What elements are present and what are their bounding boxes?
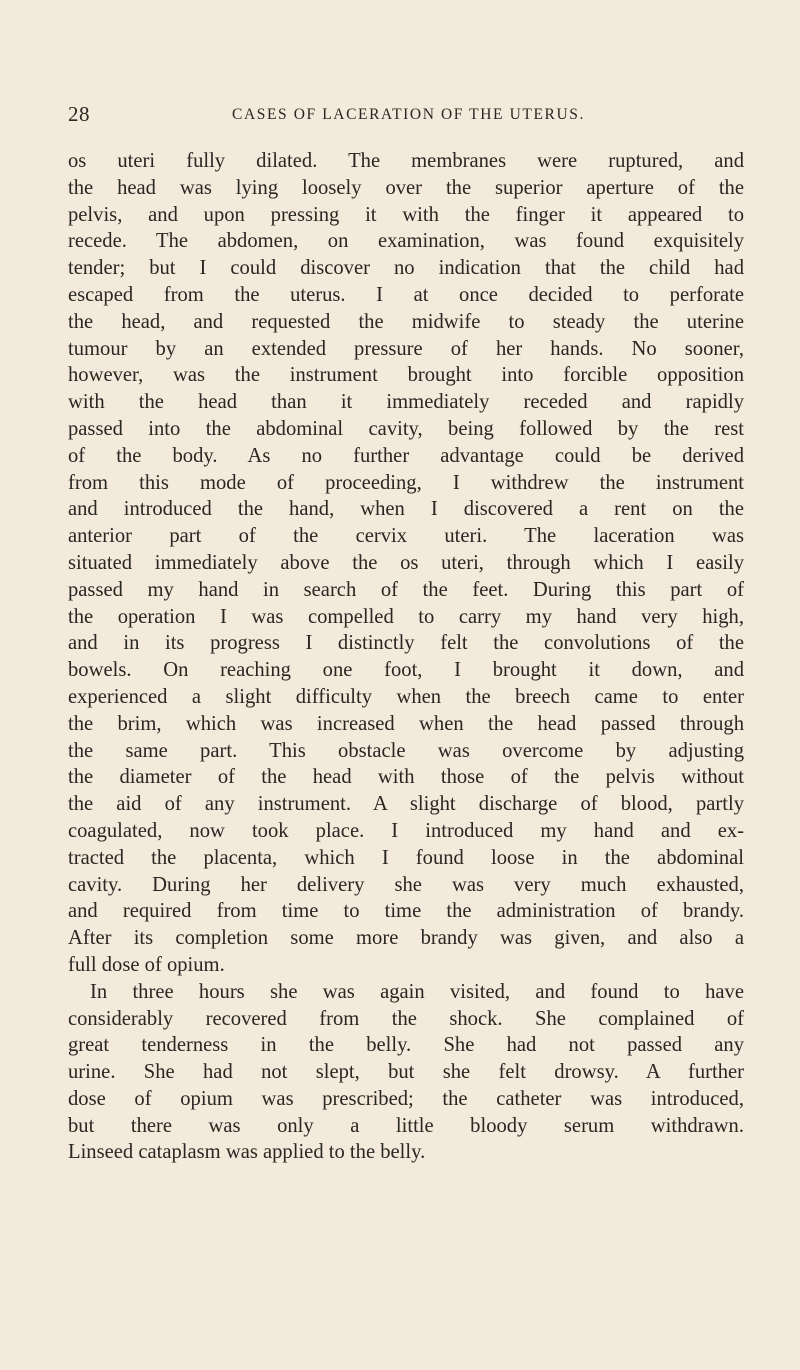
text-line: but there was only a little bloody serum withdrawn. (68, 1114, 744, 1137)
text-line: however, was the instrument brought into forcible opposition (68, 364, 744, 387)
text-line: with the head than it immediately receded and rapidly (68, 391, 744, 414)
text-line: the operation I was compelled to carry my hand very high, (68, 605, 744, 628)
text-line: and introduced the hand, when I discovered a rent on the (68, 498, 744, 521)
text-line: situated immediately above the os uteri, through which I easily (68, 551, 744, 574)
page-header (68, 102, 748, 132)
text-line: and in its progress I distinctly felt the convolutions of the (68, 632, 744, 655)
page-number: 28 (68, 102, 90, 126)
text-line: the aid of any instrument. A slight discharge of blood, partly (68, 793, 744, 816)
text-line: passed into the abdominal cavity, being followed by the rest (68, 417, 744, 440)
text-line: the head, and requested the midwife to steady the uterine (68, 310, 744, 333)
text-line: coagulated, now took place. I introduced my hand and ex- (68, 819, 744, 842)
text-line: the same part. This obstacle was overcome by adjusting (68, 739, 744, 762)
text-line: urine. She had not slept, but she felt drowsy. A further (68, 1061, 744, 1084)
text-line: from this mode of proceeding, I withdrew the instrument (68, 471, 744, 494)
text-line: After its completion some more brandy was given, and also a (68, 927, 744, 950)
text-line: experienced a slight difficulty when the breech came to enter (68, 685, 744, 708)
text-line: considerably recovered from the shock. She complained of (68, 1007, 744, 1030)
text-line: great tenderness in the belly. She had not passed any (68, 1034, 744, 1057)
text-line: tumour by an extended pressure of her hands. No sooner, (68, 337, 744, 360)
text-line: bowels. On reaching one foot, I brought it down, and (68, 659, 744, 682)
text-line: os uteri fully dilated. The membranes were ruptured, and (68, 150, 744, 172)
text-line: dose of opium was prescribed; the catheter was introduced, (68, 1087, 744, 1110)
text-line: tracted the placenta, which I found loose in the abdominal (68, 846, 744, 869)
text-line: Linseed cataplasm was applied to the belly. (68, 1141, 426, 1164)
text-line: of the body. As no further advantage could be derived (68, 444, 744, 467)
text-line: and required from time to time the administration of brandy. (68, 900, 744, 923)
text-line: pelvis, and upon pressing it with the finger it appeared to (68, 203, 744, 226)
text-line: In three hours she was again visited, and found to have (90, 980, 744, 1003)
text-line: the head was lying loosely over the superior aperture of the (68, 176, 744, 199)
text-line: anterior part of the cervix uteri. The laceration was (68, 525, 744, 548)
body-text (68, 148, 744, 1166)
text-line: tender; but I could discover no indication that the child had (68, 257, 744, 280)
text-line: passed my hand in search of the feet. During this part of (68, 578, 744, 601)
text-line: recede. The abdomen, on examination, was found exquisitely (68, 230, 744, 253)
text-line: full dose of opium. (68, 953, 225, 976)
text-line: cavity. During her delivery she was very much exhausted, (68, 873, 744, 896)
text-line: the diameter of the head with those of the pelvis without (68, 766, 744, 789)
paragraph-1 (68, 148, 744, 979)
running-head: CASES OF LACERATION OF THE UTERUS. (232, 106, 585, 123)
text-line: escaped from the uterus. I at once decided to perforate (68, 283, 744, 306)
paragraph-2 (68, 979, 744, 1167)
text-line: the brim, which was increased when the head passed through (68, 712, 744, 735)
